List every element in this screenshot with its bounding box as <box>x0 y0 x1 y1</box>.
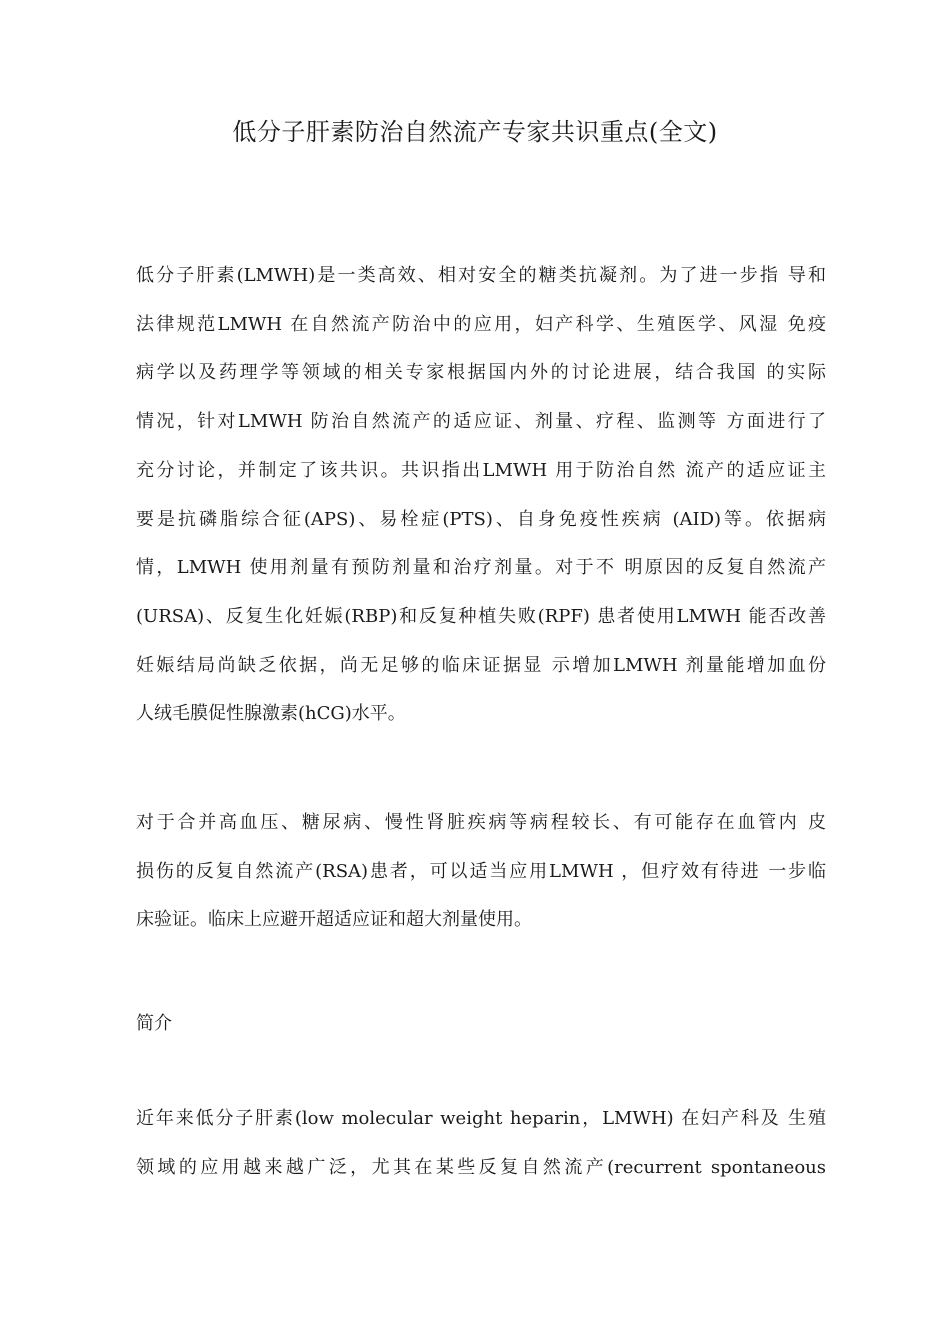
paragraph-lmwh-overview <box>136 252 826 739</box>
paragraph-introduction <box>136 1095 826 1192</box>
text-line: 法律规范LMWH 在自然流产防治中的应用，妇产科学、生殖医学、风湿 免疫 <box>136 313 826 335</box>
text-line: 近年来低分子肝素(low molecular weight heparin，LMWH) 在妇产科及 生殖 <box>136 1108 826 1129</box>
text-line: 损伤的反复自然流产(RSA)患者，可以适当应用LMWH ，但疗效有待进 一步临 <box>136 860 826 882</box>
document-title: 低分子肝素防治自然流产专家共识重点(全文) <box>232 118 718 146</box>
text-line: (URSA)、反复生化妊娠(RBP)和反复种植失败(RPF) 患者使用LMWH 能否改善 <box>136 605 826 627</box>
text-line: 要是抗磷脂综合征(APS)、易栓症(PTS)、自身免疫性疾病 (AID)等。依据病 <box>136 508 826 530</box>
text-line: 病学以及药理学等领域的相关专家根据国内外的讨论进展，结合我国 的实际 <box>136 362 826 384</box>
section-heading-intro: 简介 <box>136 1013 172 1034</box>
text-line: 领域的应用越来越广泛，尤其在某些反复自然流产(recurrent spontaneous <box>136 1156 826 1178</box>
text-line: 床验证。临床上应避开超适应证和超大剂量使用。 <box>136 909 532 931</box>
text-line: 妊娠结局尚缺乏依据，尚无足够的临床证据显 示增加LMWH 剂量能增加血份 <box>136 654 826 676</box>
text-line: 充分讨论，并制定了该共识。共识指出LMWH 用于防治自然 流产的适应证主 <box>136 459 826 481</box>
text-line: 低分子肝素(LMWH)是一类高效、相对安全的糖类抗凝剂。为了进一步指 导和 <box>136 265 826 286</box>
text-line: 情况，针对LMWH 防治自然流产的适应证、剂量、疗程、监测等 方面进行了 <box>136 411 826 433</box>
paragraph-rsa-patients <box>136 799 826 945</box>
text-line: 对于合并高血压、糖尿病、慢性肾脏疾病等病程较长、有可能存在血管内 皮 <box>136 812 826 833</box>
text-line: 人绒毛膜促性腺激素(hCG)水平。 <box>136 703 406 725</box>
text-line: 情，LMWH 使用剂量有预防剂量和治疗剂量。对于不 明原因的反复自然流产 <box>136 557 826 579</box>
